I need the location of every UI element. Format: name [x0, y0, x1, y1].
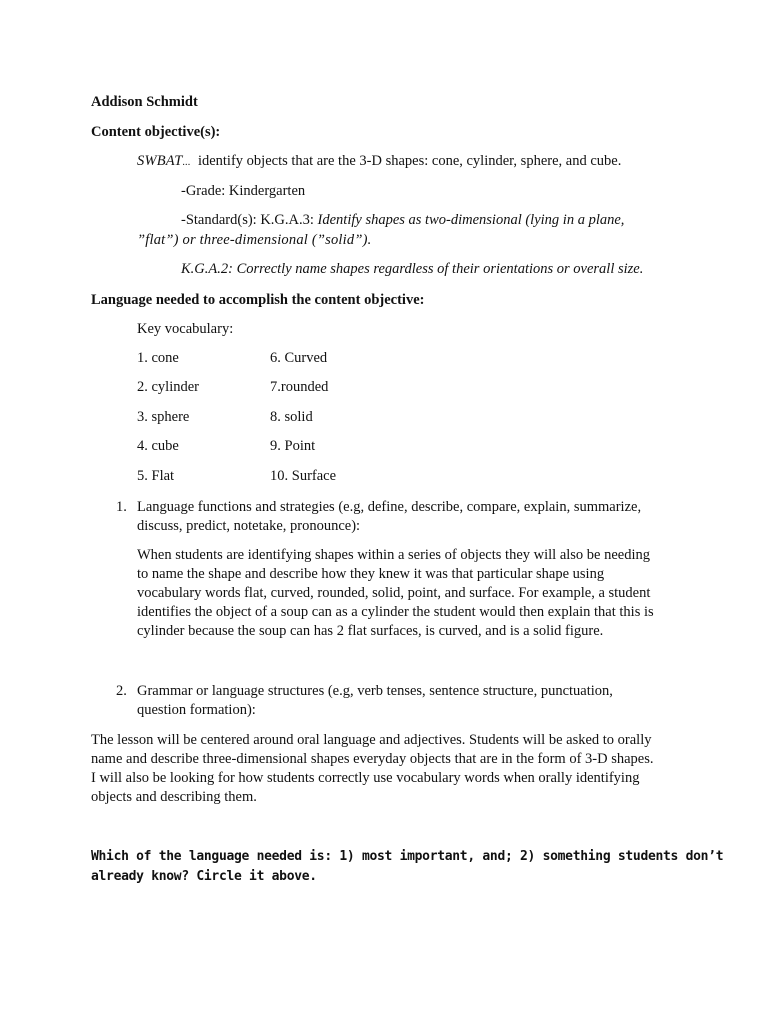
section1-body-line5: cylinder because the soup can has 2 flat surfaces, is curved, and is a solid figure. — [137, 623, 604, 639]
vocab-item-4: 4. cube — [137, 438, 179, 454]
vocab-item-7: 7.rounded — [270, 379, 329, 395]
kga2-label: K.G.A.2: — [181, 261, 233, 277]
standards-line — [181, 210, 624, 230]
vocab-item-3: 3. sphere — [137, 409, 190, 425]
content-objectives-heading: Content objective(s): — [91, 124, 221, 140]
section2-body-line4: objects and describing them. — [91, 789, 257, 805]
section2-number: 2. — [116, 683, 127, 699]
section2-body-line1: The lesson will be centered around oral language and adjectives. Students will be asked to orally — [91, 732, 652, 748]
section1-body-line4: identifies the object of a soup can as a cylinder the student would then explain that this is — [137, 604, 654, 620]
swbat-line — [137, 151, 621, 173]
vocab-item-2: 2. cylinder — [137, 379, 200, 395]
section1-title-line1: Language functions and strategies (e.g, define, describe, compare, explain, summarize, — [137, 499, 642, 515]
vocab-item-9: 9. Point — [270, 438, 316, 454]
standards-prefix: -Standard(s): K.G.A.3: — [181, 212, 314, 228]
swbat-ellipsis: ... — [182, 157, 191, 168]
kga3-text: Identify shapes as two-dimensional (lying in a plane, — [317, 212, 625, 228]
grade-line: -Grade: Kindergarten — [181, 183, 306, 199]
section2-title-line2: question formation): — [137, 702, 256, 718]
swbat-label: SWBAT — [137, 153, 183, 169]
section1-title-line2: discuss, predict, notetake, pronounce): — [137, 518, 361, 534]
section2-body-line3: I will also be looking for how students correctly use vocabulary words when orally identifying — [91, 770, 640, 786]
kga2-line — [181, 259, 643, 279]
vocab-item-1: 1. cone — [137, 350, 179, 366]
author-name: Addison Schmidt — [91, 94, 198, 110]
kga2-text: Correctly name shapes regardless of their orientations or overall size. — [236, 261, 644, 277]
language-heading: Language needed to accomplish the content objective: — [91, 292, 425, 308]
section1-body-line2: to name the shape and describe how they knew it was that particular shape using — [137, 566, 605, 582]
vocab-item-5: 5. Flat — [137, 468, 175, 484]
objective-statement: identify objects that are the 3-D shapes: cone, cylinder, sphere, and cube. — [197, 153, 622, 169]
key-vocabulary-label: Key vocabulary: — [137, 321, 234, 337]
section1-body-line3: vocabulary words flat, curved, rounded, solid, point, and surface. For example, a student — [137, 585, 651, 601]
section1-body-line1: When students are identifying shapes within a series of objects they will also be needing — [137, 547, 651, 563]
section1-number: 1. — [116, 499, 127, 515]
section2-body-line2: name and describe three-dimensional shapes everyday objects that are in the form of 3-D shapes. — [91, 751, 654, 767]
vocab-item-8: 8. solid — [270, 409, 313, 425]
kga3-continuation: ”flat”) or three-dimensional (”solid”). — [137, 232, 372, 248]
closing-question-line1: Which of the language needed is: 1) most important, and; 2) something students don’t — [91, 849, 724, 864]
vocab-item-6: 6. Curved — [270, 350, 328, 366]
section2-title-line1: Grammar or language structures (e.g, verb tenses, sentence structure, punctuation, — [137, 683, 613, 699]
closing-question-line2: already know? Circle it above. — [91, 869, 317, 884]
vocab-item-10: 10. Surface — [270, 468, 337, 484]
